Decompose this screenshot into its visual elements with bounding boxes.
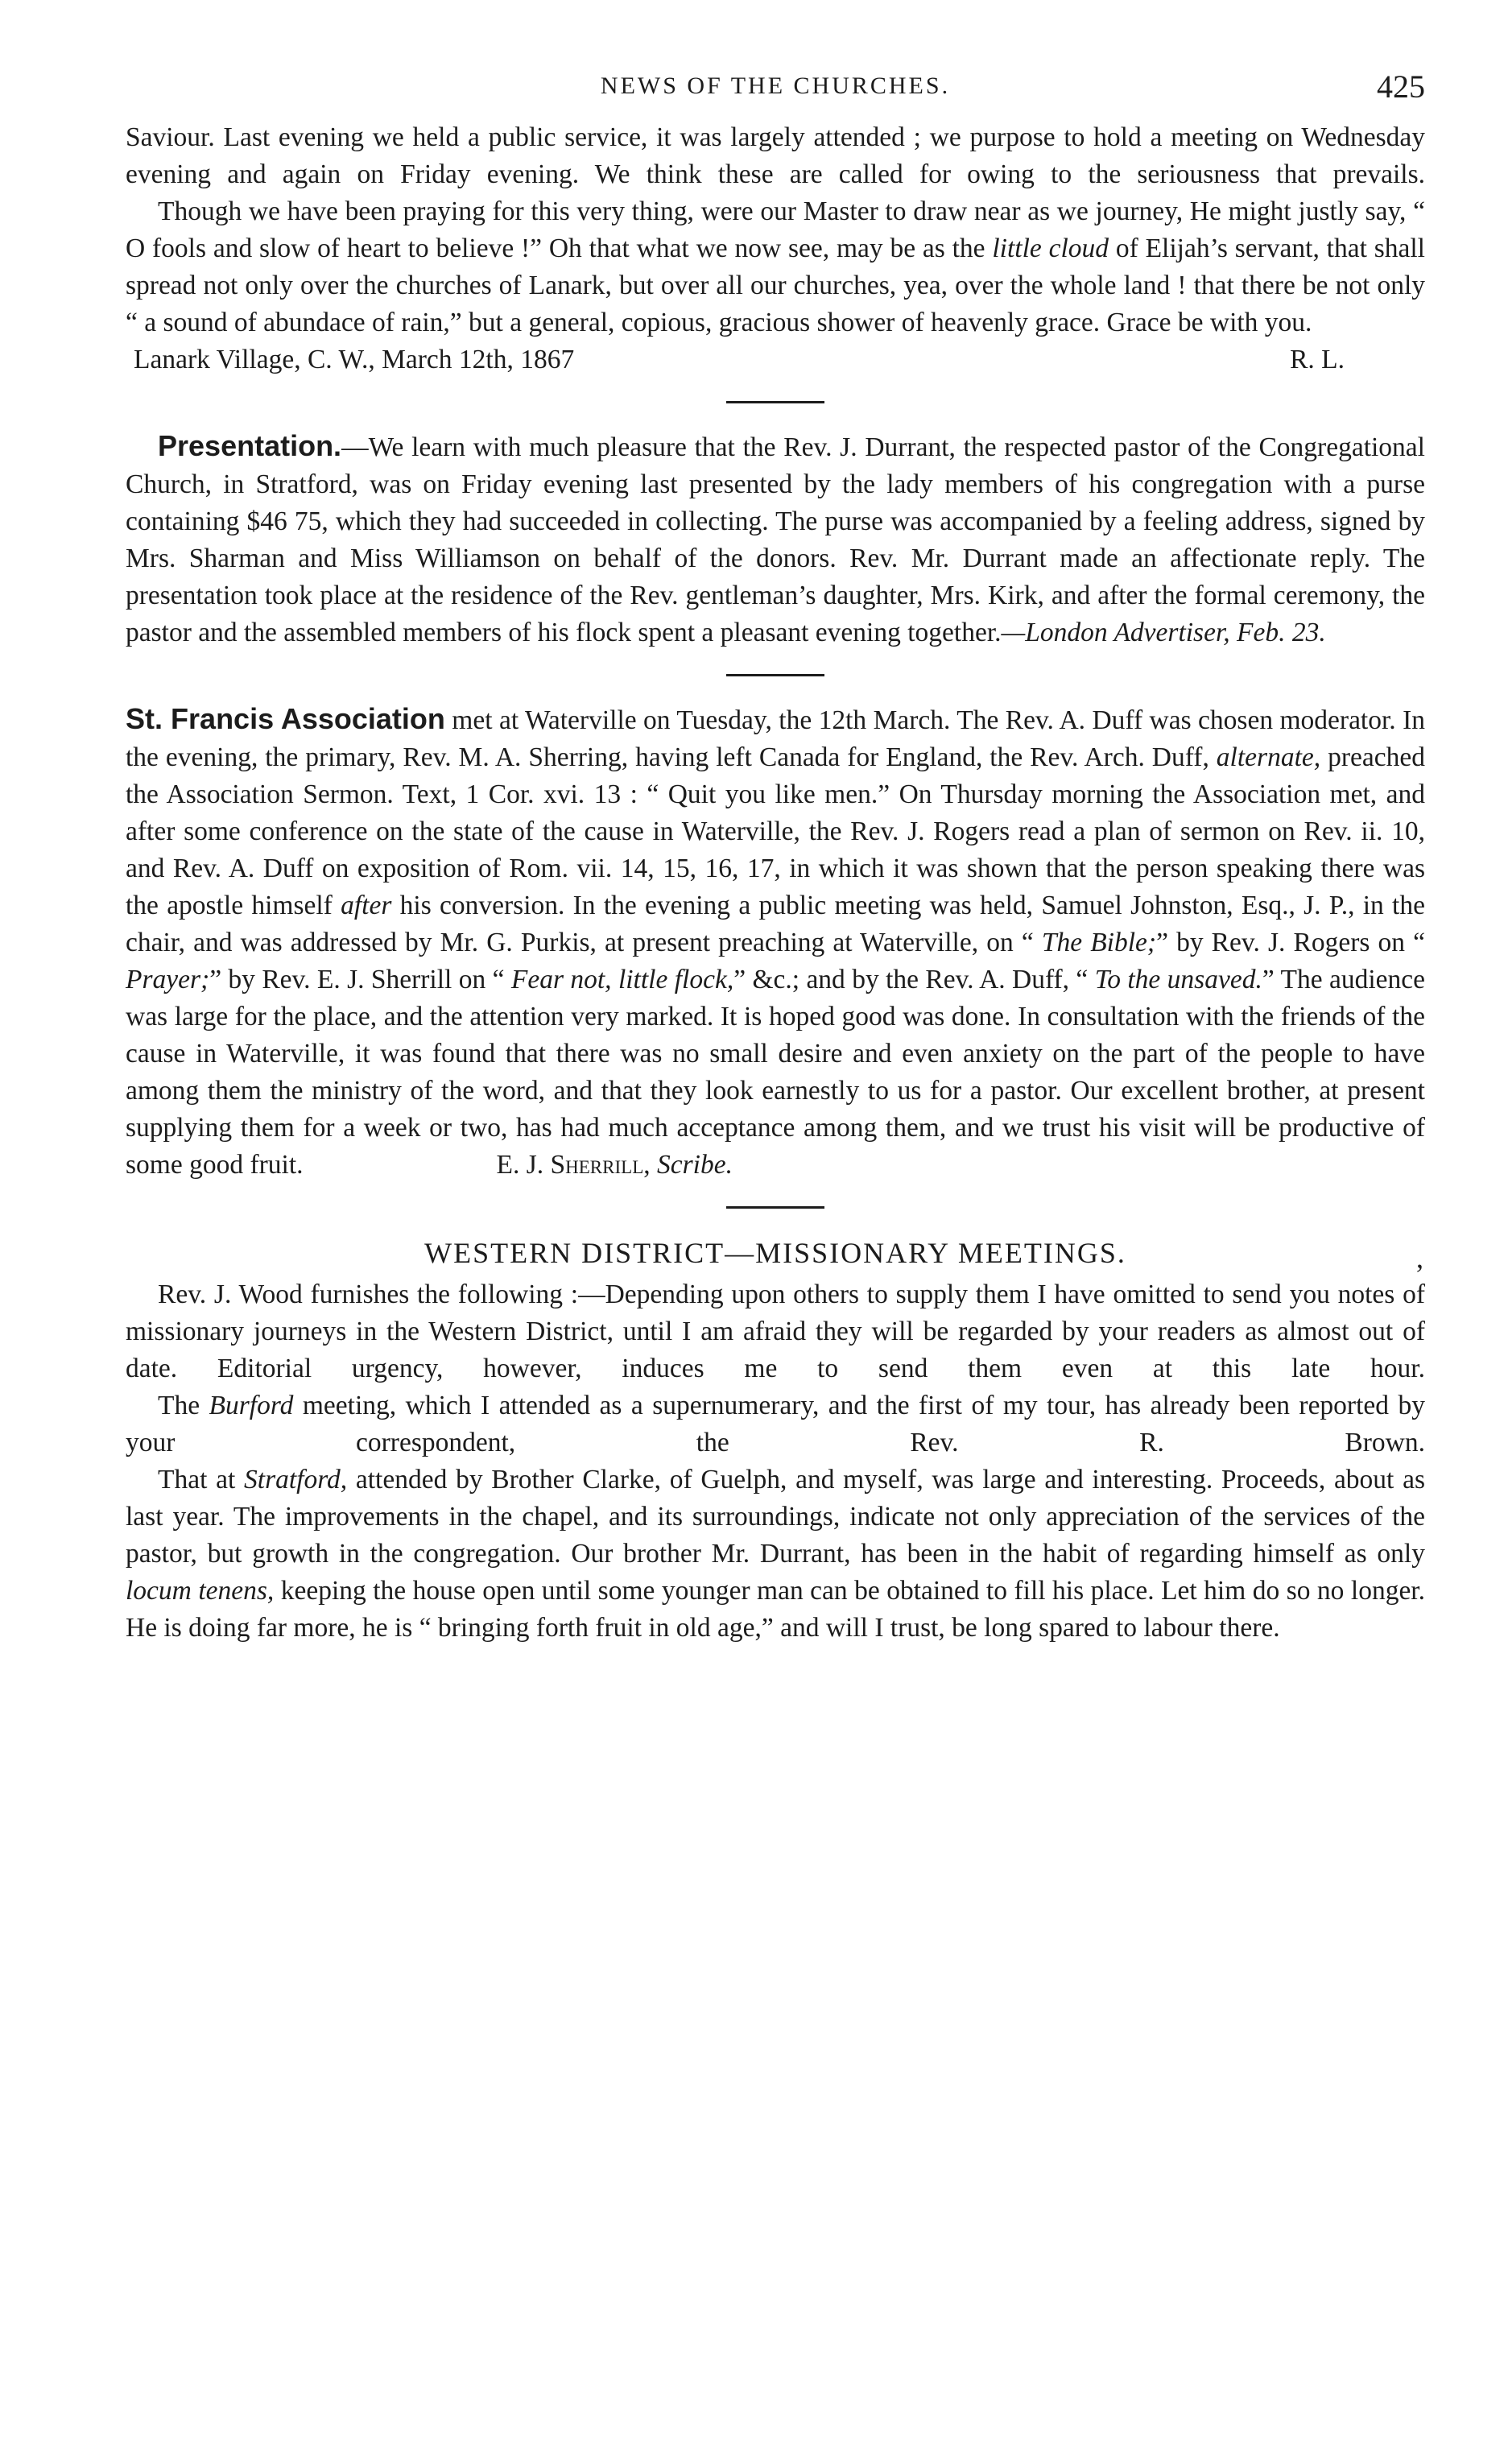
- lanark-emphasis: little cloud: [992, 234, 1109, 263]
- st-francis-text: ” The audience was large for the place, and the attention very marked. It is hoped good was done. In consultation with the friends of the cause in Waterville, it was found that there was no small desire and even anxiety on the part of the people to have among them the ministry of the word, and that they look earnestly to us for a pastor. Our excellent brother, at present supplying them for a week or two, has had much acceptance among them, and we trust his visit will be productive of some good fruit.: [126, 965, 1425, 1180]
- st-francis-text: ” by Rev. E. J. Sherrill on “: [209, 965, 511, 994]
- running-head: [126, 68, 1425, 119]
- western-paragraph-3: [126, 1461, 1425, 1647]
- st-francis-signoff: [497, 1150, 733, 1180]
- section-divider: [726, 401, 824, 403]
- signoff-role: Scribe.: [657, 1150, 733, 1180]
- stray-mark: ,: [1416, 1242, 1425, 1274]
- western-emphasis: locum tenens,: [126, 1576, 275, 1606]
- page: [126, 68, 1425, 1647]
- section-divider: [726, 1206, 824, 1209]
- lanark-paragraph-2: [126, 193, 1425, 341]
- page-number: 425: [1377, 68, 1425, 105]
- lanark-text: Though we have been praying for this very thing, were our Master to draw near as we journey, He might justly say, “ O fools and slow of heart to believe !” Oh that what we now see, may be as the: [126, 196, 1425, 263]
- lanark-signature: [126, 341, 1425, 378]
- st-francis-text: met at Waterville on Tuesday, the 12th March. The Rev. A. Duff was chosen moderator. In the evening, the primary, Rev. M. A. Sherring, having left Canada for England, the Rev. Arch. Duff,: [126, 705, 1426, 772]
- st-francis-text: ” by Rev. J. Rogers on “: [1156, 928, 1426, 957]
- st-francis-emphasis: after: [341, 891, 392, 920]
- st-francis-emphasis: Prayer;: [126, 965, 210, 994]
- article-western-district: [126, 1233, 1425, 1647]
- signoff-name: Sherrill,: [550, 1150, 651, 1180]
- western-text: That at: [158, 1465, 245, 1495]
- lanark-paragraph-1: Saviour. Last evening we held a public service, it was largely attended ; we purpose to hold a meeting on Wednesday evening and again on Friday evening. We think these are called for owing to the seriousness that prevails.: [126, 122, 1425, 189]
- st-francis-text: preached the Association Sermon. Text, 1 Cor. xvi. 13 : “ Quit you like men.” On Thursday morning the Association met, and after some conference on the state of the cause in Waterville, the Rev. J. Rogers read a plan of sermon on Rev. ii. 10, and Rev. A. Duff on exposition of Rom. vii. 14, 15, 16, 17, in which it was shown that the person speaking there was the apostle himself: [126, 742, 1425, 920]
- st-francis-runin: St. Francis Association: [126, 702, 445, 735]
- western-paragraph-2: [126, 1387, 1425, 1461]
- st-francis-emphasis: Fear not, little flock,: [510, 965, 734, 994]
- section-heading: [126, 1233, 1425, 1273]
- western-text: meeting, which I attended as a supernumerary, and the first of my tour, has already been reported by your correspondent, the Rev. R. Brown.: [126, 1391, 1425, 1457]
- presentation-body: —We learn with much pleasure that the Rev. J. Durrant, the respected pastor of the Congregational Church, in Stratford, was on Friday evening last presented by the lady members of his congregation with a purse containing $46 75, which they had succeeded in collecting. The purse was accompanied by a feeling address, signed by Mrs. Sharman and Miss Williamson on behalf of the donors. Rev. Mr. Durrant made an affectionate reply. The presentation took place at the residence of the Rev. gentleman’s daughter, Mrs. Kirk, and after the formal ceremony, the pastor and the assembled members of his flock spent a pleasant evening together.: [126, 432, 1425, 647]
- st-francis-emphasis: alternate,: [1216, 742, 1321, 772]
- western-heading: WESTERN DISTRICT—MISSIONARY MEETINGS.: [424, 1237, 1126, 1269]
- place-date: Lanark Village, C. W., March 12th, 1867: [134, 345, 575, 374]
- article-lanark: [126, 119, 1425, 378]
- western-text: attended by Brother Clarke, of Guelph, and myself, was large and interesting. Proceeds, about as last year. The improvements in the chapel, and its surroundings, indicate not only appreciation of the services of the pastor, but growth in the congregation. Our brother Mr. Durrant, has been in the habit of regarding himself as only: [126, 1465, 1425, 1569]
- article-presentation: [126, 428, 1425, 651]
- article-st-francis: [126, 701, 1425, 1184]
- western-text: keeping the house open until some younger man can be obtained to fill his place. Let him do so no longer. He is doing far more, he is “ bringing forth fruit in old age,” and will I trust, be long spared to labour there.: [126, 1576, 1425, 1643]
- st-francis-emphasis: To the unsaved.: [1094, 965, 1262, 994]
- western-emphasis: Stratford,: [244, 1465, 348, 1495]
- presentation-source: —London Advertiser, Feb. 23.: [1001, 618, 1326, 647]
- western-paragraph-1: Rev. J. Wood furnishes the following :—Depending upon others to supply them I have omitted to send you notes of missionary journeys in the Western District, until I am afraid they will be regarded by your readers as almost out of date. Editorial urgency, however, induces me to send them even at this late hour.: [126, 1280, 1425, 1383]
- lanark-text: of Elijah’s servant, that shall spread not only over the churches of Lanark, but over all our churches, yea, over the whole land ! that there be not only “ a sound of abundace of rain,” but a general, copious, gracious shower of heavenly grace. Grace be with you.: [126, 234, 1425, 337]
- western-text: The: [158, 1391, 209, 1420]
- st-francis-text: ” &c.; and by the Rev. A. Duff, “: [733, 965, 1095, 994]
- st-francis-paragraph: [126, 701, 1425, 1184]
- author-initials: R. L.: [1290, 345, 1345, 374]
- section-divider: [726, 674, 824, 676]
- running-title: NEWS OF THE CHURCHES.: [600, 72, 951, 99]
- western-emphasis: Burford: [209, 1391, 294, 1420]
- st-francis-emphasis: The Bible;: [1041, 928, 1157, 957]
- signoff-initials: E. J.: [496, 1150, 551, 1180]
- presentation-paragraph: [126, 428, 1425, 651]
- presentation-runin: Presentation.: [158, 429, 342, 462]
- st-francis-text: his conversion. In the evening a public meeting was held, Samuel Johnston, Esq., J. P., in the chair, and was addressed by Mr. G. Purkis, at present preaching at Waterville, on “: [126, 891, 1425, 957]
